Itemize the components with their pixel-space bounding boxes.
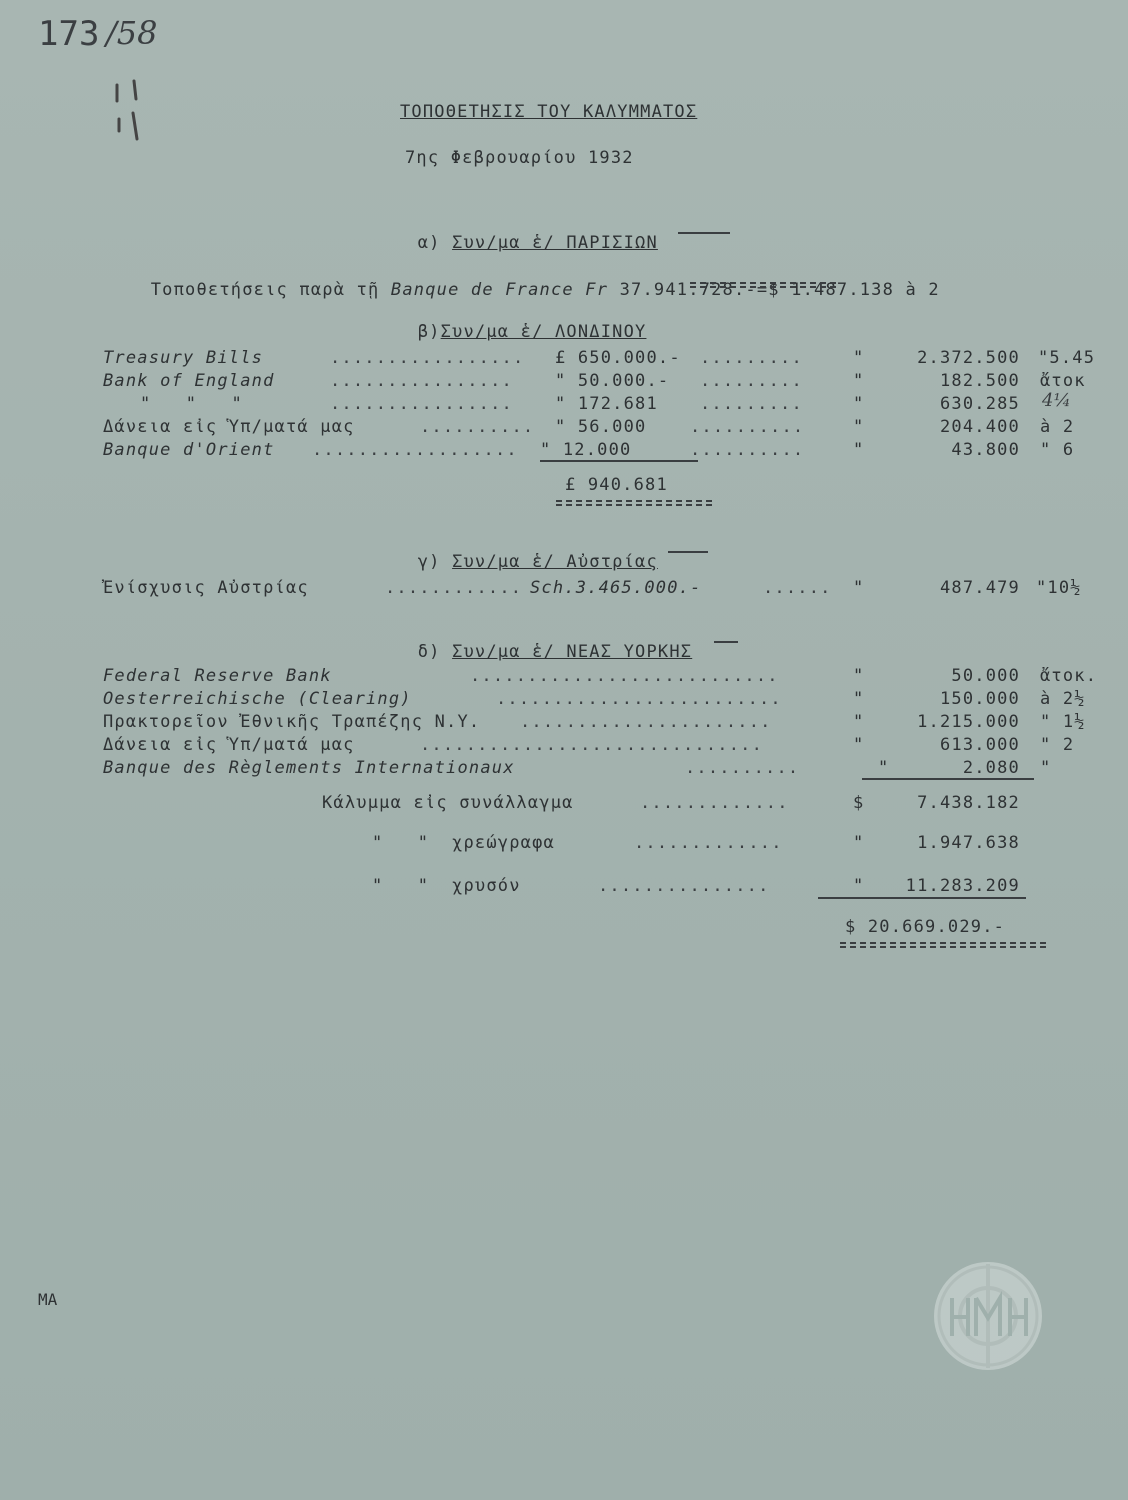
section-d-row-1-ditto: " xyxy=(853,666,865,686)
summary-2-sym: " xyxy=(853,833,865,853)
section-b-row-4-dots2: .......... xyxy=(690,417,805,437)
section-d-row-3-usd: 1.215.000 xyxy=(917,712,1020,732)
summary-2-label: " " χρεώγραφα xyxy=(372,833,555,853)
section-b-row-2-dots: ................ xyxy=(330,371,513,391)
section-a-underline-tail xyxy=(678,232,730,234)
section-b-row-3-ditto: " xyxy=(853,394,865,414)
summary-1-value: 7.438.182 xyxy=(917,793,1020,813)
archive-handwritten-number: /58 xyxy=(106,14,158,52)
section-d-row-1-rate: ἄτοκ. xyxy=(1040,666,1098,686)
section-d-row-5-label: Banque des Règlements Internationaux xyxy=(103,758,515,778)
section-c-row-dots2: ...... xyxy=(763,578,832,598)
section-a-row-bank: Banque de France xyxy=(390,280,574,300)
archive-number: 173 xyxy=(38,14,100,54)
summary-3-sym: " xyxy=(853,876,865,896)
summary-2-dots: ............. xyxy=(634,833,783,853)
section-d-row-1-label: Federal Reserve Bank xyxy=(103,666,332,686)
section-d-row-2-rate: à 2½ xyxy=(1040,689,1086,709)
section-d-row-2-dots: ......................... xyxy=(496,689,782,709)
summary-sum-line xyxy=(818,897,1026,899)
section-c-row-rate: "10½ xyxy=(1036,578,1082,598)
section-b-row-4-label: Δάνεια εἰς Ὑπ/ματά μας xyxy=(103,417,355,437)
section-d-row-3-rate: " 1½ xyxy=(1040,712,1086,732)
section-d-row-1-dots: ........................... xyxy=(470,666,779,686)
section-a-heading: α) Συν/μα ἑ/ ΠΑΡΙΣΙΩΝ xyxy=(417,233,658,253)
summary-1-dots: ............. xyxy=(640,793,789,813)
section-b-row-1-rate: "5.45 xyxy=(1038,348,1096,368)
section-b-row-5-label: Banque d'Orient xyxy=(103,440,275,460)
section-d-heading: δ) Συν/μα ἑ/ ΝΕΑΣ ΥΟΡΚΗΣ xyxy=(417,642,693,662)
section-d-row-1-usd: 50.000 xyxy=(951,666,1020,686)
section-d-row-4-dots: .............................. xyxy=(420,735,764,755)
section-b-row-3-amount: " 172.681 xyxy=(555,394,658,414)
section-b-row-4-dots: .......... xyxy=(420,417,535,437)
section-d-row-3-label: Πρακτορεῖον Ἐθνικῆς Τραπέζης Ν.Υ. xyxy=(103,712,481,732)
section-b-row-5-dots: .................. xyxy=(312,440,518,460)
section-b-row-3-label: " " " xyxy=(140,394,243,414)
section-b-row-4-rate: à 2 xyxy=(1040,417,1075,437)
summary-3-value: 11.283.209 xyxy=(905,876,1020,896)
section-d-sum-line xyxy=(862,778,1034,780)
section-a-row-label: Τοποθετήσεις παρὰ τῇ xyxy=(150,280,380,300)
section-b-row-2-amount: " 50.000.- xyxy=(555,371,670,391)
section-b-row-5-usd: 43.800 xyxy=(951,440,1020,460)
section-d-row-5-usd: 2.080 xyxy=(962,758,1020,778)
section-b-heading: β)Συν/μα ἑ/ ΛΟΝΔΙΝΟΥ xyxy=(417,322,647,342)
section-c-row-ditto: " xyxy=(853,578,865,598)
section-b-total: £ 940.681 xyxy=(565,475,668,495)
section-d-row-5-rate: " xyxy=(1040,758,1052,778)
section-b-row-1-usd: 2.372.500 xyxy=(917,348,1020,368)
grand-total-double-underline xyxy=(840,942,1046,944)
section-d-row-2-usd: 150.000 xyxy=(939,689,1020,709)
section-b-row-3-dots: ................ xyxy=(330,394,513,414)
grand-total: $ 20.669.029.- xyxy=(845,917,1006,937)
punch-mark xyxy=(68,60,108,130)
section-b-row-5-amount: " 12.000 xyxy=(540,440,632,460)
section-b-row-3-usd: 630.285 xyxy=(939,394,1020,414)
section-d-row-4-usd: 613.000 xyxy=(939,735,1020,755)
section-b-row-4-amount: " 56.000 xyxy=(555,417,647,437)
section-d-row-5-ditto: " xyxy=(878,758,890,778)
section-b-row-1-amount: £ 650.000.- xyxy=(555,348,681,368)
section-d-row-4-rate: " 2 xyxy=(1040,735,1075,755)
section-b-row-5-ditto: " xyxy=(853,440,865,460)
section-d-row-4-label: Δάνεια εἰς Ὑπ/ματά μας xyxy=(103,735,355,755)
section-b-row-5-dots2: .......... xyxy=(690,440,805,460)
section-b-row-3-rate: 4¼ xyxy=(1042,390,1071,411)
section-a-double-underline xyxy=(690,282,836,284)
section-b-row-5-rate: " 6 xyxy=(1040,440,1075,460)
section-b-row-4-usd: 204.400 xyxy=(939,417,1020,437)
section-b-total-double-underline xyxy=(556,500,712,502)
section-a-row-rate: à 2 xyxy=(905,280,940,300)
archive-seal-logo xyxy=(930,1258,1046,1374)
summary-1-label: Κάλυμμα εἰς συνάλλαγμα xyxy=(322,793,574,813)
section-b-row-3-dots2: ......... xyxy=(700,394,803,414)
section-b-subtotal-line xyxy=(540,460,698,462)
margin-note: MA xyxy=(38,1290,58,1309)
section-b-row-1-dots: ................. xyxy=(330,348,525,368)
section-d-row-2-ditto: " xyxy=(853,689,865,709)
section-b-row-1-dots2: ......... xyxy=(700,348,803,368)
section-d-row-3-dots: ...................... xyxy=(520,712,772,732)
document-title: ΤΟΠΟΘΕΤΗΣΙΣ ΤΟΥ ΚΑΛΥΜΜΑΤΟΣ xyxy=(400,102,698,122)
section-b-row-4-ditto: " xyxy=(853,417,865,437)
section-a-row-equals: =$ xyxy=(756,280,780,300)
summary-2-value: 1.947.638 xyxy=(917,833,1020,853)
summary-3-dots: ............... xyxy=(598,876,770,896)
section-a-row-usd: 1.487.138 xyxy=(791,280,895,300)
summary-3-label: " " χρυσόν xyxy=(372,876,521,896)
section-b-row-2-label: Bank of England xyxy=(103,371,275,391)
section-c-row-label: Ἐνίσχυσις Αὐστρίας xyxy=(103,578,309,598)
section-c-row-dots: ............ xyxy=(385,578,523,598)
section-b-row-2-dots2: ......... xyxy=(700,371,803,391)
section-b-row-1-ditto: " xyxy=(853,348,865,368)
summary-1-sym: $ xyxy=(853,793,865,813)
section-d-row-5-dots: .......... xyxy=(685,758,800,778)
section-c-underline-tail xyxy=(668,551,708,553)
section-d-underline-tail xyxy=(714,641,738,643)
section-c-heading: γ) Συν/μα ἑ/ Αὐστρίας xyxy=(417,552,658,572)
section-b-row-2-rate: ἄτοκ xyxy=(1040,371,1086,391)
section-d-row-4-ditto: " xyxy=(853,735,865,755)
document-date: 7ης Φεβρουαρίου 1932 xyxy=(405,148,634,168)
section-b-row-2-ditto: " xyxy=(853,371,865,391)
section-c-row-usd: 487.479 xyxy=(939,578,1020,598)
section-d-row-3-ditto: " xyxy=(853,712,865,732)
section-b-row-2-usd: 182.500 xyxy=(939,371,1020,391)
section-d-row-2-label: Oesterreichische (Clearing) xyxy=(103,689,412,709)
section-b-row-1-label: Treasury Bills xyxy=(103,348,264,368)
section-c-row-amount: Sch.3.465.000.- xyxy=(530,578,702,598)
section-a-row-currency: Fr xyxy=(585,280,609,300)
section-a-row-amount: 37.941.728.- xyxy=(619,280,757,300)
